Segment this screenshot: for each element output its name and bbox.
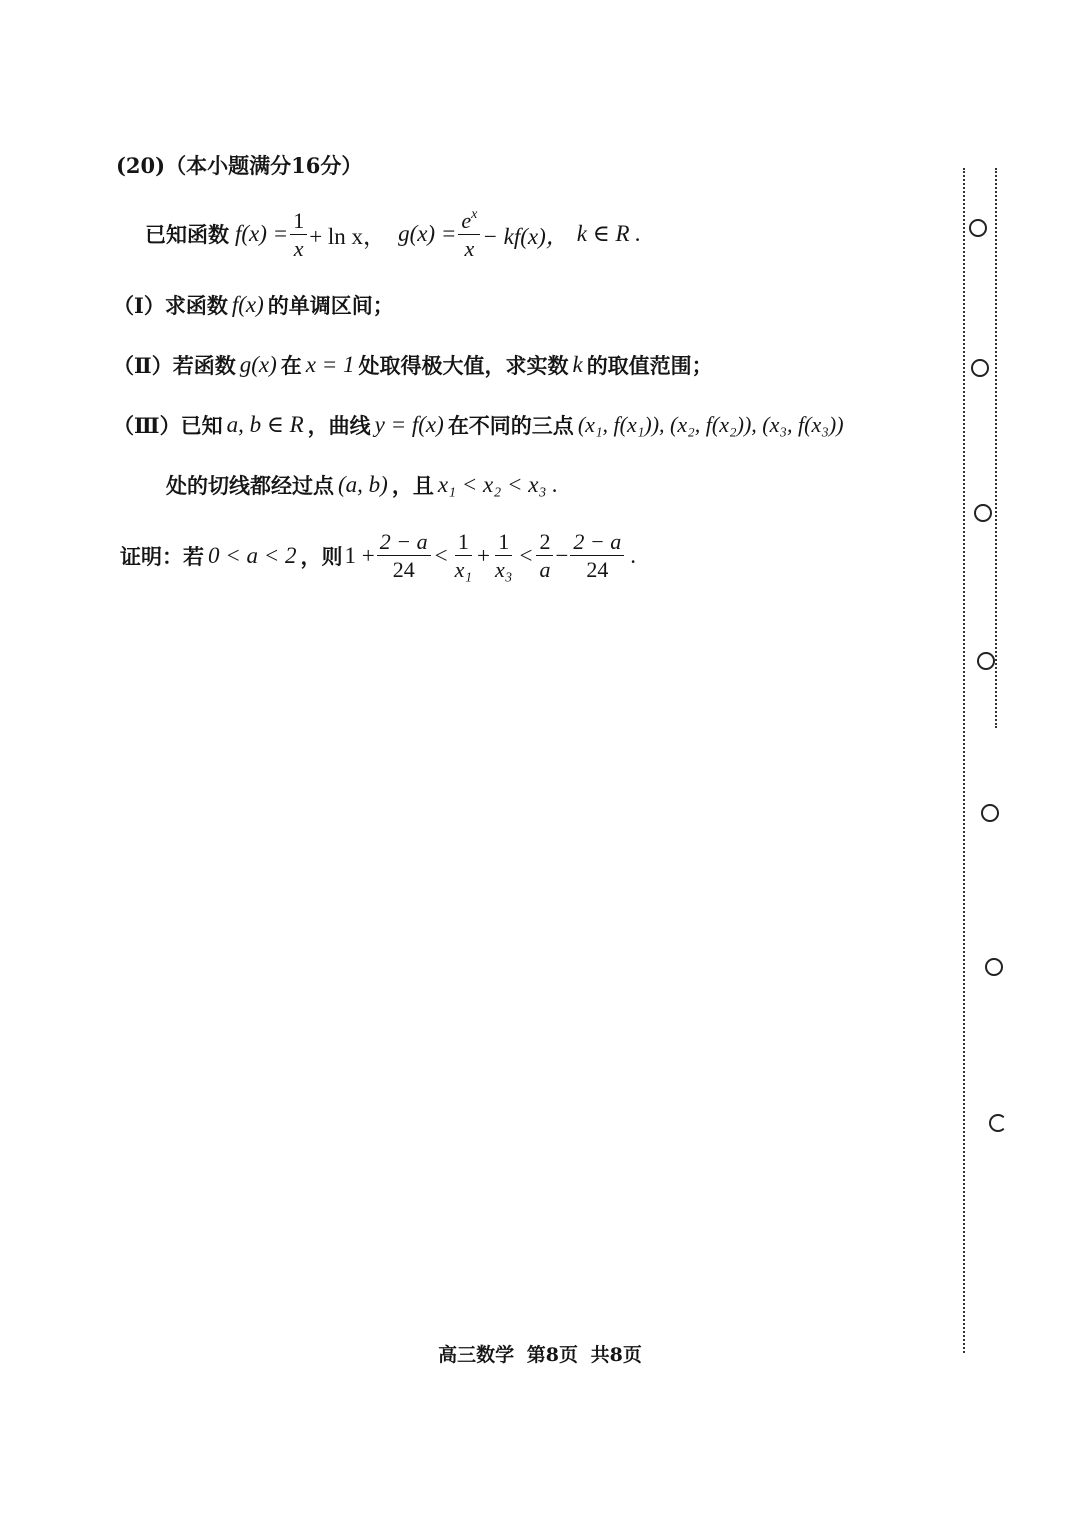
g-definition-lhs: g(x) = xyxy=(398,221,457,247)
part-1-label: （Ⅰ） xyxy=(113,293,165,318)
footer-total: 共8页 xyxy=(590,1344,642,1366)
proof-fraction-2 xyxy=(452,530,475,581)
proof-end: . xyxy=(630,542,637,568)
binding-line-right xyxy=(995,168,997,728)
f-fraction-numerator: 1 xyxy=(290,209,307,235)
proof-fraction-4 xyxy=(536,530,553,581)
part-3-expr-curve: y = f(x) xyxy=(374,412,444,437)
proof-fraction-1 xyxy=(377,530,431,581)
proof-fraction-4-num: 2 xyxy=(536,530,553,556)
proof-fraction-5 xyxy=(570,530,624,581)
f-definition-tail: + ln x， xyxy=(309,223,387,249)
g-numerator-exponent: x xyxy=(471,207,478,222)
part-3-text-c: 在不同的三点 xyxy=(447,413,574,438)
proof-fraction-5-num: 2 − a xyxy=(570,530,624,556)
proof-plus: + xyxy=(477,542,491,568)
punch-hole-icon xyxy=(989,1114,1007,1132)
punch-hole-icon xyxy=(977,652,995,670)
part-1-text-a: 求函数 xyxy=(164,293,228,318)
problem-given xyxy=(145,208,641,260)
proof-fraction-3-num: 1 xyxy=(495,530,512,556)
proof-lt-2: < xyxy=(519,542,533,568)
g-fraction-denominator: x xyxy=(464,236,475,262)
footer-page: 第8页 xyxy=(526,1344,578,1366)
part-1-text-b: 的单调区间； xyxy=(267,293,394,318)
punch-hole-icon xyxy=(969,219,987,237)
proof-fraction-1-num: 2 − a xyxy=(377,530,431,556)
page-footer xyxy=(0,1340,1080,1367)
part-2 xyxy=(113,350,713,380)
punch-hole-icon xyxy=(985,958,1003,976)
proof-fraction-5-den: 24 xyxy=(586,557,609,583)
proof-one: 1 + xyxy=(344,542,375,568)
punch-hole-icon xyxy=(971,359,989,377)
part-3-text-a: 已知 xyxy=(180,413,223,438)
part-3-continuation xyxy=(166,470,558,500)
proof-fraction-3-den: x₃ xyxy=(495,557,513,583)
proof-lt-1: < xyxy=(434,542,448,568)
part-3-expr-points: (x₁, f(x₁)), (x₂, f(x₂)), (x₃, f(x₃)) xyxy=(577,412,844,437)
part-2-expr-k: k xyxy=(572,352,583,377)
proof-then: ，则 xyxy=(300,543,343,569)
part-2-label: （Ⅱ） xyxy=(113,353,173,378)
f-fraction-denominator: x xyxy=(293,235,304,261)
part-3 xyxy=(113,410,844,440)
g-numerator-base: e xyxy=(461,208,472,233)
part-1 xyxy=(113,290,394,320)
proof-fraction-1-den: 24 xyxy=(392,557,415,583)
problem-header xyxy=(116,150,362,180)
g-definition-tail: − kf(x)， xyxy=(482,223,569,249)
proof-fraction-2-den: x₁ xyxy=(454,557,473,583)
k-condition: k ∈ R . xyxy=(576,221,642,247)
proof-fraction-2-num: 1 xyxy=(455,530,472,556)
part-1-expr: f(x) xyxy=(231,292,264,317)
problem-header-text: (20)（本小题满分16分） xyxy=(116,153,363,178)
proof-label: 证明：若 xyxy=(120,543,204,569)
part-3-expr-point: (a, b) xyxy=(338,472,388,497)
proof-minus: − xyxy=(555,542,569,568)
part-3-expr-order: x₁ < x₂ < x₃ . xyxy=(437,472,558,497)
f-definition-lhs: f(x) = xyxy=(235,221,289,247)
footer-subject: 高三数学 xyxy=(438,1344,515,1366)
binding-line-left xyxy=(963,168,965,1353)
part-2-text-b: 在 xyxy=(280,353,302,378)
part-2-expr-x: x = 1 xyxy=(305,352,355,377)
punch-hole-icon xyxy=(981,804,999,822)
given-prefix: 已知函数 xyxy=(145,222,229,248)
part-2-text-c: 处取得极大值，求实数 xyxy=(358,353,569,378)
part-3-line2-text-b: ，且 xyxy=(391,473,434,498)
part-3-expr-ab: a, b ∈ R xyxy=(226,412,304,437)
f-fraction xyxy=(290,209,307,260)
part-3-label: （Ⅲ） xyxy=(113,413,181,438)
part-3-text-b: ，曲线 xyxy=(307,413,371,438)
proof-condition: 0 < a < 2 xyxy=(208,542,297,568)
punch-hole-icon xyxy=(974,504,992,522)
proof-statement xyxy=(120,530,636,581)
part-2-text-a: 若函数 xyxy=(172,353,236,378)
proof-fraction-4-den: a xyxy=(539,557,551,583)
g-fraction-numerator xyxy=(458,208,480,235)
part-2-expr-g: g(x) xyxy=(239,352,277,377)
part-3-line2-text-a: 处的切线都经过点 xyxy=(166,473,334,498)
part-2-text-d: 的取值范围； xyxy=(586,353,713,378)
g-fraction xyxy=(458,208,480,260)
proof-fraction-3 xyxy=(492,530,515,581)
